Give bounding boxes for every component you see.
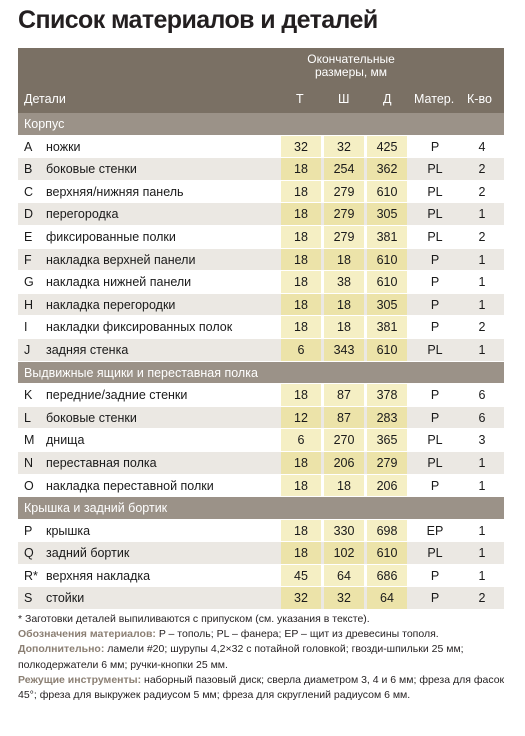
thickness-cell: 32 (281, 136, 321, 158)
length-cell: 698 (367, 520, 407, 542)
section-label: Выдвижные ящики и переставная полка (24, 365, 258, 380)
length-cell: 610 (367, 181, 407, 203)
section-label: Крышка и задний бортик (24, 501, 168, 516)
quantity-cell: 2 (478, 184, 486, 199)
thickness-cell: 32 (281, 587, 321, 609)
material-cell: P (430, 568, 440, 583)
material-cell: P (430, 410, 440, 425)
width-cell: 87 (324, 384, 364, 406)
length-cell: 610 (367, 249, 407, 271)
section-header (18, 113, 504, 136)
section-label: Корпус (24, 117, 65, 131)
material-cell: P (430, 320, 440, 335)
materials-legend (18, 627, 508, 642)
width-cell: 102 (324, 542, 364, 564)
length-cell: 64 (367, 587, 407, 609)
width-cell: 32 (324, 587, 364, 609)
width-cell: 18 (324, 294, 364, 316)
header-thickness: Т (296, 92, 304, 106)
section-header (18, 362, 504, 385)
part-name: накладки фиксированных полок (46, 320, 233, 335)
header-overall-dimensions: Окончательные размеры, мм (307, 52, 395, 79)
part-code: A (24, 139, 33, 154)
part-code: R* (24, 568, 38, 583)
width-cell: 279 (324, 181, 364, 203)
length-cell: 425 (367, 136, 407, 158)
part-code: C (24, 184, 34, 199)
thickness-cell: 18 (281, 452, 321, 474)
table-body (18, 113, 504, 610)
part-name: фиксированные полки (46, 229, 176, 244)
part-code: S (24, 591, 33, 606)
length-cell: 365 (367, 429, 407, 451)
material-cell: P (430, 478, 440, 493)
material-cell: P (430, 139, 440, 154)
part-code: Q (24, 546, 34, 561)
table-row (18, 316, 504, 339)
length-cell: 381 (367, 316, 407, 338)
length-cell: 686 (367, 565, 407, 587)
material-cell: EP (426, 523, 444, 538)
part-name: накладка перегородки (46, 297, 176, 312)
length-cell: 279 (367, 452, 407, 474)
table-row (18, 384, 504, 407)
thickness-cell: 18 (281, 249, 321, 271)
part-code: L (24, 410, 31, 425)
header-material: Матер. (414, 92, 455, 106)
material-cell: PL (427, 162, 443, 177)
part-code: K (24, 388, 33, 403)
length-cell: 378 (367, 384, 407, 406)
table-row (18, 294, 504, 317)
page-title: Список материалов и деталей (18, 6, 378, 34)
header-parts: Детали (24, 92, 66, 106)
width-cell: 18 (324, 249, 364, 271)
thickness-cell: 18 (281, 316, 321, 338)
part-code: P (24, 523, 33, 538)
table-row (18, 136, 504, 159)
extra-hardware-text: ламели #20; шурупы 4,2×32 с потайной головкой; гвозди-шпильки 25 мм; полкодержатели 6 мм; ручки-кнопки 25 мм. (18, 643, 464, 671)
footnote: * Заготовки деталей выпиливаются с припуском (см. указания в тексте). (18, 613, 370, 625)
width-cell: 32 (324, 136, 364, 158)
part-code: H (24, 297, 34, 312)
table-row (18, 158, 504, 181)
part-name: задняя стенка (46, 342, 129, 357)
width-cell: 254 (324, 158, 364, 180)
thickness-cell: 18 (281, 294, 321, 316)
table-row (18, 249, 504, 272)
part-code: D (24, 207, 34, 222)
material-cell: P (430, 297, 440, 312)
thickness-cell: 12 (281, 407, 321, 429)
width-cell: 343 (324, 339, 364, 361)
part-name: боковые стенки (46, 162, 137, 177)
part-name: крышка (46, 523, 91, 538)
part-code: I (24, 320, 28, 335)
width-cell: 38 (324, 271, 364, 293)
material-cell: P (430, 388, 440, 403)
width-cell: 18 (324, 316, 364, 338)
quantity-cell: 1 (478, 297, 486, 312)
thickness-cell: 18 (281, 520, 321, 542)
width-cell: 279 (324, 226, 364, 248)
notes (18, 612, 508, 703)
part-name: ножки (46, 139, 81, 154)
part-name: перегородка (46, 207, 119, 222)
length-cell: 206 (367, 475, 407, 497)
part-name: переставная полка (46, 455, 157, 470)
thickness-cell: 18 (281, 181, 321, 203)
length-cell: 610 (367, 339, 407, 361)
length-cell: 610 (367, 542, 407, 564)
width-cell: 87 (324, 407, 364, 429)
length-cell: 362 (367, 158, 407, 180)
materials-legend-label: Обозначения материалов: (18, 628, 156, 641)
thickness-cell: 18 (281, 226, 321, 248)
table-row (18, 587, 504, 610)
table-row (18, 452, 504, 475)
quantity-cell: 2 (478, 320, 486, 335)
thickness-cell: 45 (281, 565, 321, 587)
part-code: B (24, 162, 33, 177)
table-row (18, 203, 504, 226)
materials-table (18, 48, 504, 610)
header-length: Д (383, 92, 392, 106)
material-cell: PL (427, 546, 443, 561)
thickness-cell: 6 (281, 339, 321, 361)
width-cell: 18 (324, 475, 364, 497)
table-row (18, 475, 504, 498)
table-row (18, 226, 504, 249)
quantity-cell: 1 (478, 207, 486, 222)
part-name: накладка нижней панели (46, 275, 192, 290)
quantity-cell: 6 (478, 410, 486, 425)
header-width: Ш (338, 92, 350, 106)
table-row (18, 565, 504, 588)
extra-hardware-label: Дополнительно: (18, 643, 105, 656)
quantity-cell: 3 (478, 433, 486, 448)
thickness-cell: 6 (281, 429, 321, 451)
table-row (18, 407, 504, 430)
table-row (18, 181, 504, 204)
thickness-cell: 18 (281, 542, 321, 564)
length-cell: 283 (367, 407, 407, 429)
material-cell: PL (427, 455, 443, 470)
part-name: боковые стенки (46, 410, 137, 425)
part-code: F (24, 252, 32, 267)
materials-legend-text: P – тополь; PL – фанера; EP – щит из древесины тополя. (155, 628, 439, 641)
table-row (18, 429, 504, 452)
length-cell: 305 (367, 203, 407, 225)
width-cell: 279 (324, 203, 364, 225)
header-quantity: К-во (467, 92, 492, 106)
table-row (18, 271, 504, 294)
extra-hardware (18, 642, 508, 672)
quantity-cell: 1 (478, 546, 486, 561)
quantity-cell: 6 (478, 388, 486, 403)
part-name: днища (46, 433, 85, 448)
material-cell: P (430, 591, 440, 606)
table-header (18, 48, 504, 113)
part-code: O (24, 478, 34, 493)
table-row (18, 339, 504, 362)
quantity-cell: 1 (478, 275, 486, 290)
width-cell: 330 (324, 520, 364, 542)
thickness-cell: 18 (281, 158, 321, 180)
material-cell: PL (427, 229, 443, 244)
cutting-tools-label: Режущие инструменты: (18, 673, 142, 686)
part-name: задний бортик (46, 546, 130, 561)
part-name: накладка верхней панели (46, 252, 196, 267)
part-name: накладка переставной полки (46, 478, 214, 493)
table-row (18, 542, 504, 565)
thickness-cell: 18 (281, 271, 321, 293)
part-name: стойки (46, 591, 85, 606)
part-name: верхняя накладка (46, 568, 151, 583)
section-header (18, 497, 504, 520)
part-code: J (24, 342, 31, 357)
quantity-cell: 1 (478, 455, 486, 470)
thickness-cell: 18 (281, 384, 321, 406)
length-cell: 610 (367, 271, 407, 293)
part-code: M (24, 433, 35, 448)
part-name: передние/задние стенки (46, 388, 188, 403)
material-cell: PL (427, 433, 443, 448)
width-cell: 270 (324, 429, 364, 451)
thickness-cell: 18 (281, 475, 321, 497)
quantity-cell: 1 (478, 342, 486, 357)
material-cell: P (430, 275, 440, 290)
table-row (18, 520, 504, 543)
width-cell: 64 (324, 565, 364, 587)
part-code: E (24, 229, 33, 244)
quantity-cell: 4 (478, 139, 486, 154)
material-cell: PL (427, 207, 443, 222)
quantity-cell: 2 (478, 229, 486, 244)
material-cell: PL (427, 184, 443, 199)
part-name: верхняя/нижняя панель (46, 184, 184, 199)
material-cell: P (430, 252, 440, 267)
quantity-cell: 1 (478, 252, 486, 267)
quantity-cell: 1 (478, 478, 486, 493)
length-cell: 305 (367, 294, 407, 316)
quantity-cell: 1 (478, 523, 486, 538)
cutting-tools (18, 673, 508, 703)
part-code: N (24, 455, 34, 470)
thickness-cell: 18 (281, 203, 321, 225)
material-cell: PL (427, 342, 443, 357)
quantity-cell: 2 (478, 591, 486, 606)
quantity-cell: 1 (478, 568, 486, 583)
part-code: G (24, 275, 34, 290)
quantity-cell: 2 (478, 162, 486, 177)
cutting-tools-text: наборный пазовый диск; сверла диаметром 3, 4 и 6 мм; фреза для фасок 45°; фреза для выкружек радиусом 5 мм; фреза для скруглений радиусом 6 мм. (18, 673, 505, 702)
length-cell: 381 (367, 226, 407, 248)
width-cell: 206 (324, 452, 364, 474)
